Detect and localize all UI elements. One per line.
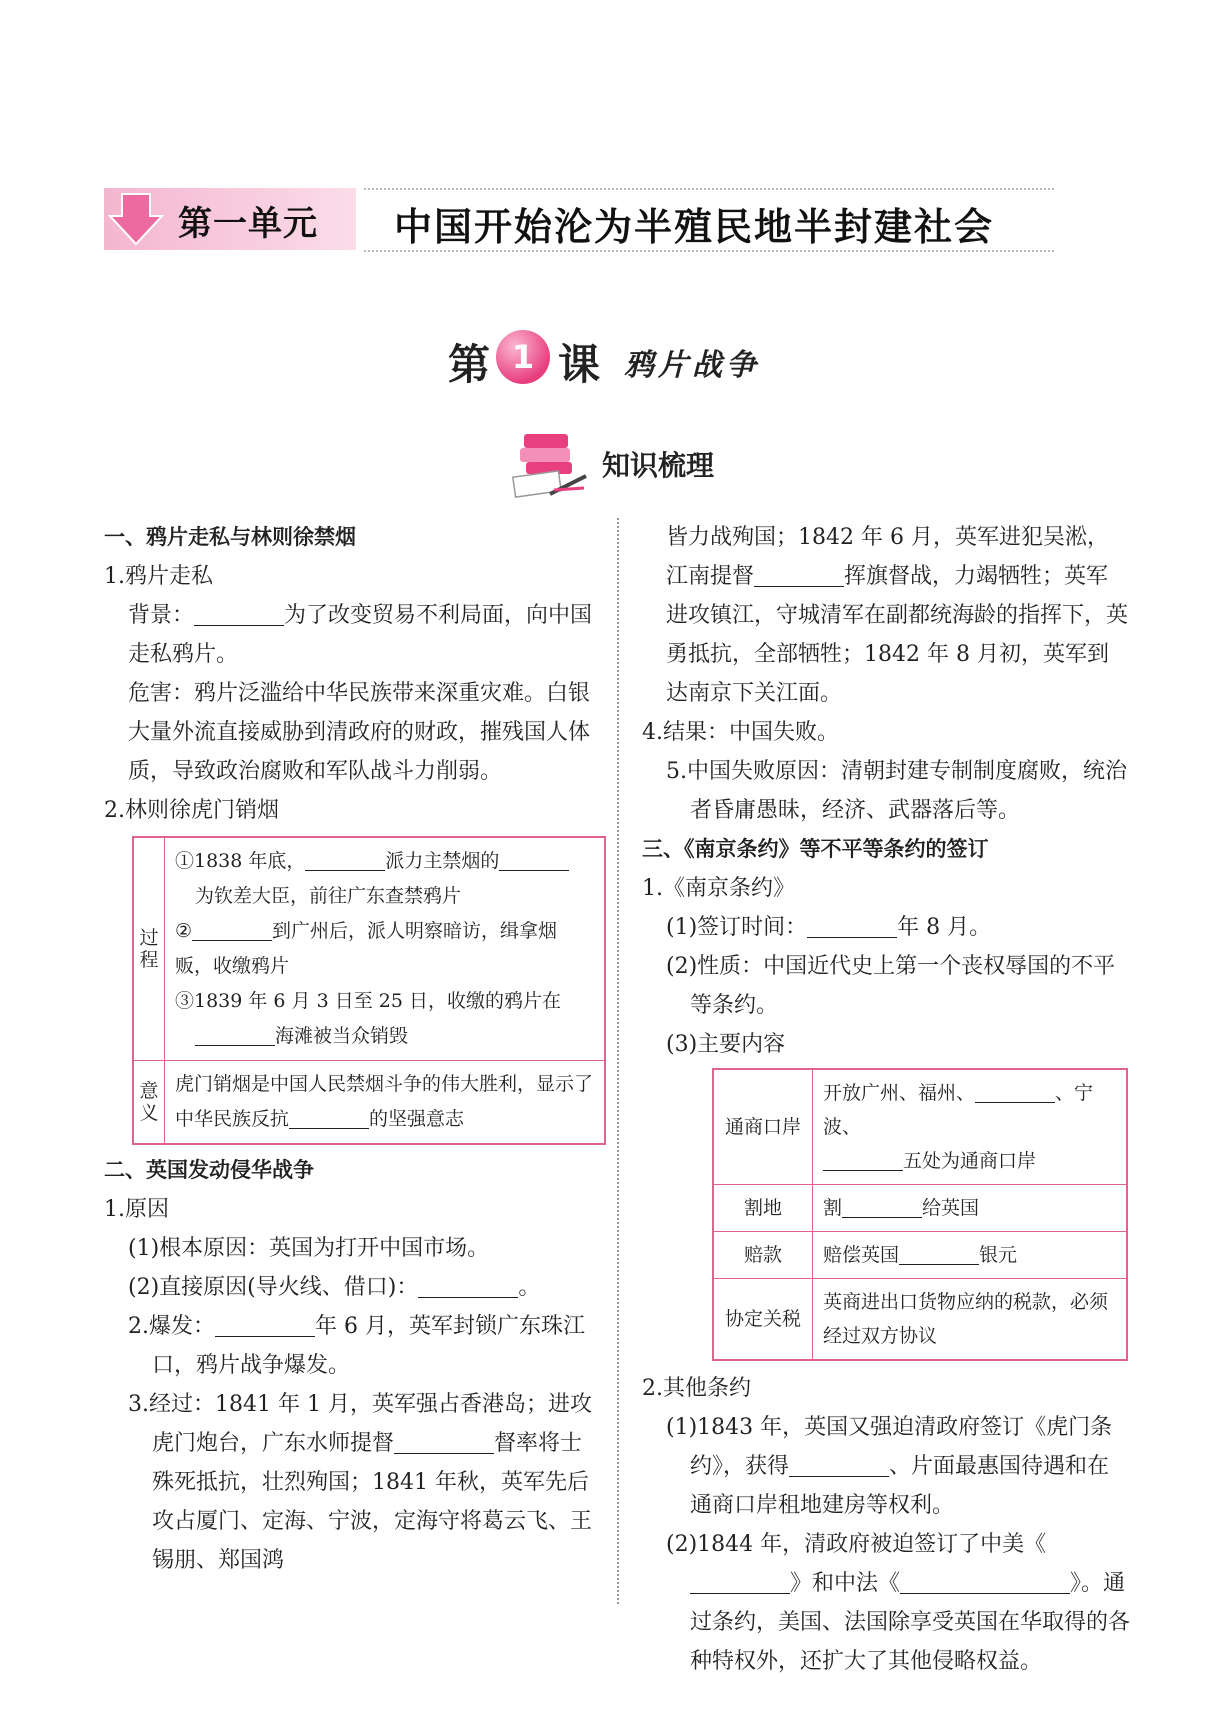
fill-blank[interactable] <box>900 1571 1070 1594</box>
paragraph: (1)根本原因：英国为打开中国市场。 <box>128 1236 490 1261</box>
table-row-label: 割地 <box>713 1185 813 1232</box>
fill-blank[interactable] <box>394 1431 494 1454</box>
subheading: 2.其他条约 <box>642 1376 751 1401</box>
paragraph: 危害：鸦片泛滥给中华民族带来深重灾难。白银大量外流直接威胁到清政府的财政，摧残国人体质，导致政治腐败和军队战斗力削弱。 <box>128 681 591 784</box>
subheading: 1.原因 <box>104 1197 169 1222</box>
nanjing-treaty-table <box>712 1068 1128 1361</box>
unit-header <box>104 188 1054 250</box>
lesson-name: 鸦片战争 <box>624 348 760 383</box>
fill-blank[interactable] <box>754 564 844 587</box>
section-badge <box>510 430 750 500</box>
fill-blank[interactable] <box>789 1454 889 1477</box>
table-cell: 开放广州、福州、 、宁波、 五处为通商口岸 <box>813 1069 1128 1185</box>
paragraph: (2)性质：中国近代史上第一个丧权辱国的不平等条约。 <box>666 954 1116 1018</box>
fill-blank[interactable] <box>975 1080 1055 1103</box>
lesson-prefix: 第 <box>448 340 491 389</box>
subheading: 1.《南京条约》 <box>642 876 795 901</box>
paragraph: (2)1844 年，清政府被迫签订了中美《》和中法《 》。通过条约，美国、法国除享受英国在华取得的各种特权外，还扩大了其他侵略权益。 <box>666 1532 1131 1674</box>
column-divider <box>617 518 619 1604</box>
down-arrow-icon <box>108 192 164 246</box>
fill-blank[interactable] <box>807 915 897 938</box>
section-heading: 三、《南京条约》等不平等条约的签订 <box>642 837 989 861</box>
table-row-label: 意义 <box>133 1061 165 1145</box>
fill-blank[interactable] <box>842 1195 922 1218</box>
table-row-label: 通商口岸 <box>713 1069 813 1185</box>
lesson-title <box>448 330 848 390</box>
paragraph: (1)1843 年，英国又强迫清政府签订《虎门条约》，获得 、片面最惠国待遇和在通商口岸租地建房等权利。 <box>666 1415 1113 1518</box>
fill-blank[interactable] <box>194 603 284 626</box>
section-heading: 二、英国发动侵华战争 <box>104 1158 314 1182</box>
fill-blank[interactable] <box>289 1106 369 1129</box>
lesson-suffix: 课 <box>558 340 601 389</box>
subheading: 2.林则徐虎门销烟 <box>104 798 279 823</box>
unit-label: 第一单元 <box>178 204 318 244</box>
paragraph: 2.爆发： 年 6 月，英军封锁广东珠江口，鸦片战争爆发。 <box>128 1314 585 1378</box>
section-heading: 一、鸦片走私与林则徐禁烟 <box>104 525 356 549</box>
fill-blank[interactable] <box>499 848 569 871</box>
paragraph: 皆力战殉国；1842 年 6 月，英军进犯吴淞，江南提督 挥旗督战，力竭牺牲；英军进攻镇江，守城清军在副都统海龄的指挥下，英勇抵抗，全部牺牲；1842 年 8 月初，英军到达南京下关江面。 <box>666 525 1129 706</box>
fill-blank[interactable] <box>418 1275 518 1298</box>
fill-blank[interactable] <box>823 1148 903 1171</box>
table-cell: 虎门销烟是中国人民禁烟斗争的伟大胜利，显示了中华民族反抗 的坚强意志 <box>165 1061 606 1145</box>
subheading: 1.鸦片走私 <box>104 564 213 589</box>
fill-blank[interactable] <box>215 1314 315 1337</box>
unit-title: 中国开始沦为半殖民地半封建社会 <box>394 205 995 249</box>
table-cell: 赔偿英国 银元 <box>813 1232 1128 1279</box>
humen-table <box>132 836 606 1145</box>
fill-blank[interactable] <box>899 1242 979 1265</box>
left-column <box>104 518 594 1580</box>
unit-title-box <box>364 188 1054 252</box>
table-cell: ①1838 年底， 派力主禁烟的 为钦差大臣，前往广东查禁鸦片 ② 到广州后，派人明察暗访，缉拿烟贩，收缴鸦片 ③1839 年 6 月 3 日至 25 日，收缴的鸦片在 海滩被当众销毁 <box>165 837 606 1061</box>
unit-badge <box>104 188 356 250</box>
section-title: 知识梳理 <box>602 449 715 482</box>
table-row-label: 协定关税 <box>713 1279 813 1361</box>
paragraph: 3.经过：1841 年 1 月，英军强占香港岛；进攻虎门炮台，广东水师提督 督率将士殊死抵抗，壮烈殉国；1841 年秋，英军先后攻占厦门、定海、宁波，定海守将葛云飞、王锡朋、郑国鸿 <box>128 1392 593 1573</box>
lesson-number: 1 <box>496 330 550 384</box>
table-cell: 英商进出口货物应纳的税款，必须经过双方协议 <box>813 1279 1128 1361</box>
paragraph: 5.中国失败原因：清朝封建专制制度腐败，统治者昏庸愚昧，经济、武器落后等。 <box>666 759 1127 823</box>
paragraph: (1)签订时间： 年 8 月。 <box>666 915 992 940</box>
table-row-label: 赔款 <box>713 1232 813 1279</box>
table-row-label: 过程 <box>133 837 165 1061</box>
paragraph: (2)直接原因(导火线、借口)： 。 <box>128 1275 541 1300</box>
subheading: 4.结果：中国失败。 <box>642 720 839 745</box>
fill-blank[interactable] <box>690 1571 790 1594</box>
table-cell: 割 给英国 <box>813 1185 1128 1232</box>
fill-blank[interactable] <box>305 848 385 871</box>
right-column <box>642 518 1130 1681</box>
fill-blank[interactable] <box>195 1023 275 1046</box>
books-icon <box>510 430 590 500</box>
paragraph: 背景： 为了改变贸易不利局面，向中国走私鸦片。 <box>128 603 593 667</box>
fill-blank[interactable] <box>192 918 272 941</box>
paragraph: (3)主要内容 <box>666 1032 786 1057</box>
